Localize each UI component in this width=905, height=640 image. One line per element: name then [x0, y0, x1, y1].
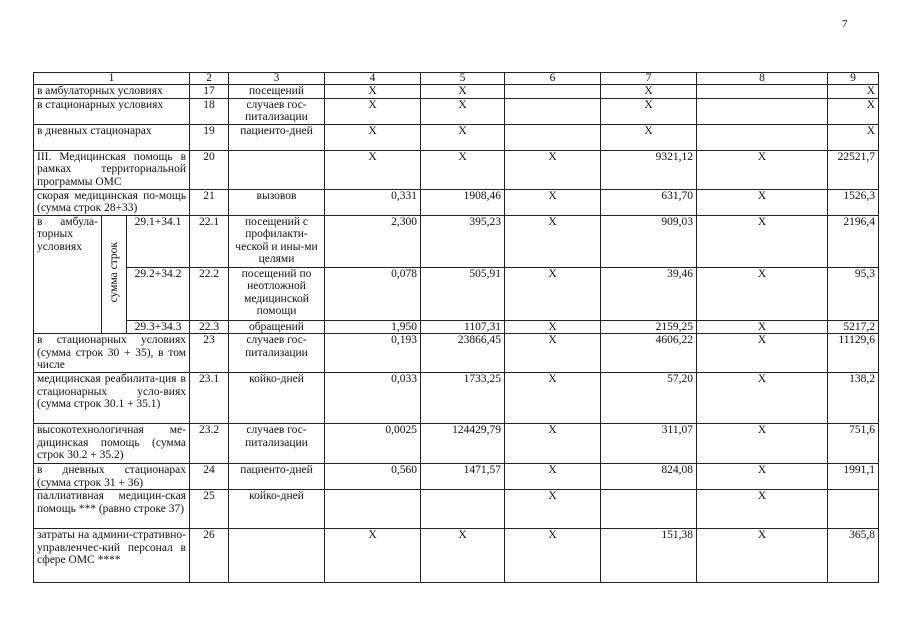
sum-rows-label — [102, 215, 127, 334]
table-row — [34, 189, 879, 215]
cell-c7: 9321,12 — [601, 150, 697, 189]
financing-table — [33, 72, 879, 583]
cell-c5: 124429,79 — [421, 424, 505, 464]
row-number: 25 — [190, 490, 229, 529]
row-number: 18 — [190, 98, 229, 124]
row-unit — [229, 150, 325, 189]
sub-rows-ref: 29.3+34.3 — [127, 320, 190, 334]
cell-c8: X — [697, 320, 828, 334]
cell-c9: X — [828, 124, 879, 150]
cell-c6: X — [505, 424, 601, 464]
page-number: 7 — [842, 18, 848, 30]
row-unit: случаев гос-питализации — [229, 334, 325, 373]
row-name: в амбулаторных условиях — [34, 85, 190, 99]
cell-c4: 0,560 — [325, 464, 421, 490]
cell-c6: X — [505, 529, 601, 583]
row-name: высокотехнологичная ме-дицинская помощь (сумма строк 30.2 + 35.2) — [34, 424, 190, 464]
cell-c5: 1471,57 — [421, 464, 505, 490]
table-row — [34, 150, 879, 189]
row-name: в дневных стационарах (сумма строк 31 + 36) — [34, 464, 190, 490]
cell-c7: 311,07 — [601, 424, 697, 464]
header-cell: 5 — [421, 73, 505, 85]
header-cell: 7 — [601, 73, 697, 85]
cell-c5: X — [421, 98, 505, 124]
cell-c8: X — [697, 267, 828, 320]
header-cell: 4 — [325, 73, 421, 85]
header-cell: 1 — [34, 73, 190, 85]
table-row — [34, 320, 879, 334]
cell-c6 — [505, 98, 601, 124]
cell-c9: 138,2 — [828, 373, 879, 424]
cell-c9: X — [828, 85, 879, 99]
row-number: 21 — [190, 189, 229, 215]
cell-c6: X — [505, 373, 601, 424]
header-cell: 6 — [505, 73, 601, 85]
cell-c5: 23866,45 — [421, 334, 505, 373]
cell-c8: X — [697, 215, 828, 267]
cell-c4: 0,331 — [325, 189, 421, 215]
row-name: в дневных стационарах — [34, 124, 190, 150]
table-row — [34, 215, 879, 267]
row-name: паллиативная медицин-ская помощь *** (равно строке 37) — [34, 490, 190, 529]
header-cell: 2 — [190, 73, 229, 85]
cell-c5: 1733,25 — [421, 373, 505, 424]
cell-c8: X — [697, 464, 828, 490]
cell-c8: X — [697, 490, 828, 529]
cell-c8: X — [697, 529, 828, 583]
row-unit: обращений — [229, 320, 325, 334]
cell-c9: 11129,6 — [828, 334, 879, 373]
cell-c8: X — [697, 189, 828, 215]
cell-c7: 824,08 — [601, 464, 697, 490]
cell-c4: X — [325, 124, 421, 150]
cell-c4 — [325, 490, 421, 529]
cell-c6 — [505, 124, 601, 150]
table-row — [34, 85, 879, 99]
row-unit — [229, 529, 325, 583]
cell-c4: 0,033 — [325, 373, 421, 424]
cell-c6: X — [505, 267, 601, 320]
cell-c4: X — [325, 529, 421, 583]
table-row — [34, 267, 879, 320]
header-cell: 9 — [828, 73, 879, 85]
cell-c7: 151,38 — [601, 529, 697, 583]
table-row — [34, 464, 879, 490]
row-name: в стационарных условиях — [34, 98, 190, 124]
sub-rows-ref: 29.1+34.1 — [127, 215, 190, 267]
cell-c7: X — [601, 85, 697, 99]
table-row — [34, 373, 879, 424]
row-number: 23.2 — [190, 424, 229, 464]
cell-c9: 1526,3 — [828, 189, 879, 215]
row-number: 22.1 — [190, 215, 229, 267]
table-row — [34, 529, 879, 583]
row-number: 23.1 — [190, 373, 229, 424]
cell-c5: 1107,31 — [421, 320, 505, 334]
cell-c5: X — [421, 85, 505, 99]
cell-c8 — [697, 85, 828, 99]
cell-c9: X — [828, 98, 879, 124]
cell-c4: 0,0025 — [325, 424, 421, 464]
cell-c7: X — [601, 98, 697, 124]
cell-c6 — [505, 85, 601, 99]
row-number: 22.2 — [190, 267, 229, 320]
cell-c7: 631,70 — [601, 189, 697, 215]
row-unit: случаев гос-питализации — [229, 98, 325, 124]
cell-c9: 1991,1 — [828, 464, 879, 490]
cell-c8: X — [697, 150, 828, 189]
row-unit: койко-дней — [229, 490, 325, 529]
cell-c5: 505,91 — [421, 267, 505, 320]
cell-c8: X — [697, 334, 828, 373]
cell-c5: X — [421, 124, 505, 150]
cell-c4: X — [325, 85, 421, 99]
cell-c7: X — [601, 124, 697, 150]
cell-c7: 39,46 — [601, 267, 697, 320]
cell-c5: 1908,46 — [421, 189, 505, 215]
cell-c6: X — [505, 150, 601, 189]
cell-c9: 5217,2 — [828, 320, 879, 334]
row-name: в стационарных условиях (сумма строк 30 + 35), в том числе — [34, 334, 190, 373]
row-number: 26 — [190, 529, 229, 583]
row-unit: посещений — [229, 85, 325, 99]
header-row — [34, 73, 879, 85]
row-unit: вызовов — [229, 189, 325, 215]
table-row — [34, 98, 879, 124]
row-unit: посещений по неотложной медицинской помощи — [229, 267, 325, 320]
sub-rows-ref: 29.2+34.2 — [127, 267, 190, 320]
cell-c4: 0,193 — [325, 334, 421, 373]
cell-c4: 2,300 — [325, 215, 421, 267]
cell-c9 — [828, 490, 879, 529]
cell-c7: 2159,25 — [601, 320, 697, 334]
row-number: 20 — [190, 150, 229, 189]
cell-c8: X — [697, 373, 828, 424]
cell-c4: 1,950 — [325, 320, 421, 334]
cell-c7: 909,03 — [601, 215, 697, 267]
ambulatory-label: в амбула-торных условиях — [34, 215, 102, 334]
row-unit: пациенто-дней — [229, 124, 325, 150]
row-unit: пациенто-дней — [229, 464, 325, 490]
table-row — [34, 424, 879, 464]
row-name: медицинская реабилита-ция в стационарных усло-виях (сумма строк 30.1 + 35.1) — [34, 373, 190, 424]
row-unit: случаев гос-питализации — [229, 424, 325, 464]
header-cell: 8 — [697, 73, 828, 85]
row-number: 19 — [190, 124, 229, 150]
cell-c5 — [421, 490, 505, 529]
cell-c5: 395,23 — [421, 215, 505, 267]
cell-c7: 57,20 — [601, 373, 697, 424]
cell-c9: 95,3 — [828, 267, 879, 320]
cell-c6: X — [505, 464, 601, 490]
row-number: 23 — [190, 334, 229, 373]
table-row — [34, 124, 879, 150]
cell-c9: 365,8 — [828, 529, 879, 583]
header-cell: 3 — [229, 73, 325, 85]
cell-c4: X — [325, 150, 421, 189]
cell-c6: X — [505, 189, 601, 215]
table-row — [34, 334, 879, 373]
cell-c7 — [601, 490, 697, 529]
cell-c9: 2196,4 — [828, 215, 879, 267]
row-number: 22.3 — [190, 320, 229, 334]
row-name: скорая медицинская по-мощь (сумма строк 28+33) — [34, 189, 190, 215]
cell-c8 — [697, 98, 828, 124]
row-unit: посещений с профилакти-ческой и ины-ми целями — [229, 215, 325, 267]
cell-c6: X — [505, 320, 601, 334]
cell-c5: X — [421, 529, 505, 583]
cell-c6: X — [505, 490, 601, 529]
cell-c8 — [697, 124, 828, 150]
cell-c4: X — [325, 98, 421, 124]
row-number: 17 — [190, 85, 229, 99]
cell-c5: X — [421, 150, 505, 189]
row-name: затраты на админи-стративно-управленчес-кий персонал в сфере ОМС **** — [34, 529, 190, 583]
row-name: III. Медицинская помощь в рамках территориальной программы ОМС — [34, 150, 190, 189]
cell-c7: 4606,22 — [601, 334, 697, 373]
cell-c8: X — [697, 424, 828, 464]
cell-c9: 751,6 — [828, 424, 879, 464]
table-row — [34, 490, 879, 529]
row-unit: койко-дней — [229, 373, 325, 424]
row-number: 24 — [190, 464, 229, 490]
cell-c9: 22521,7 — [828, 150, 879, 189]
cell-c4: 0,078 — [325, 267, 421, 320]
cell-c6: X — [505, 215, 601, 267]
sum-rows-text: сумма строк — [107, 242, 120, 303]
cell-c6: X — [505, 334, 601, 373]
